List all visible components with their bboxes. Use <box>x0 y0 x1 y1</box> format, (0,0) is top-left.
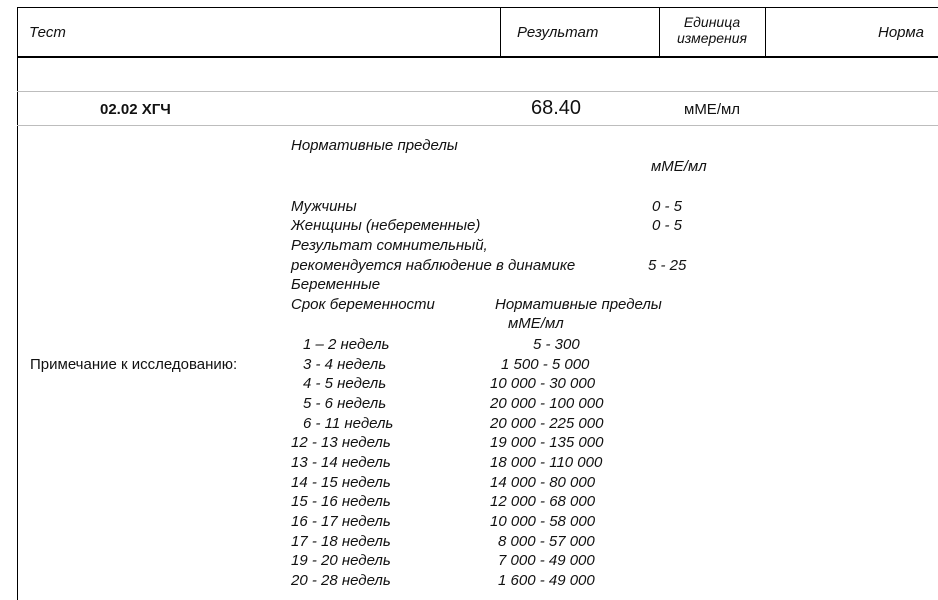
week-term: 20 - 28 недель <box>291 572 391 589</box>
group-value-men: 0 - 5 <box>652 198 683 215</box>
week-range: 20 000 - 100 000 <box>490 395 604 412</box>
week-term: 15 - 16 недель <box>291 493 391 510</box>
pregnant-label: Беременные <box>291 276 381 293</box>
week-term: 17 - 18 недель <box>291 533 391 550</box>
header-unit-line1: Единица <box>683 14 741 30</box>
left-border <box>17 7 18 600</box>
header-bottom-border <box>17 56 938 58</box>
week-term: 5 - 6 недель <box>303 395 387 412</box>
header-test: Тест <box>29 24 66 41</box>
week-term: 19 - 20 недель <box>291 552 391 569</box>
week-term: 12 - 13 недель <box>291 434 391 451</box>
header-result: Результат <box>517 24 599 41</box>
note-unit: мМЕ/мл <box>651 158 707 175</box>
test-unit: мМЕ/мл <box>684 101 741 118</box>
week-range: 1 600 - 49 000 <box>498 572 595 589</box>
header-divider-3 <box>765 7 766 57</box>
group-label-women: Женщины (небеременные) <box>291 217 481 234</box>
week-term: 4 - 5 недель <box>303 375 387 392</box>
week-term: 13 - 14 недель <box>291 454 391 471</box>
week-range: 18 000 - 110 000 <box>490 454 603 471</box>
group-label-doubtful: Результат сомнительный, <box>291 237 488 254</box>
header-divider-2 <box>659 7 660 57</box>
week-range: 10 000 - 58 000 <box>490 513 596 530</box>
header-top-border <box>17 7 938 8</box>
header-divider-1 <box>500 7 501 57</box>
week-range: 14 000 - 80 000 <box>490 474 596 491</box>
limits-unit: мМЕ/мл <box>508 315 564 332</box>
note-label: Примечание к исследованию: <box>30 356 238 373</box>
week-range: 10 000 - 30 000 <box>490 375 596 392</box>
week-term: 14 - 15 недель <box>291 474 391 491</box>
week-range: 8 000 - 57 000 <box>498 533 595 550</box>
result-row-border <box>17 125 938 126</box>
week-term: 1 – 2 недель <box>303 336 390 353</box>
week-range: 19 000 - 135 000 <box>490 434 604 451</box>
week-range: 12 000 - 68 000 <box>490 493 596 510</box>
group-label-men: Мужчины <box>291 198 357 215</box>
group-label-monitoring: рекомендуется наблюдение в динамике <box>291 257 576 274</box>
week-term: 3 - 4 недель <box>303 356 387 373</box>
header-unit-line2: измерения <box>676 30 748 46</box>
header-unit <box>664 14 760 46</box>
limits-header: Нормативные пределы <box>495 296 662 313</box>
header-norm: Норма <box>878 24 924 41</box>
week-term: 6 - 11 недель <box>303 415 394 432</box>
week-range: 1 500 - 5 000 <box>501 356 590 373</box>
test-name: 02.02 ХГЧ <box>100 101 171 118</box>
spacer-row-border <box>17 91 938 92</box>
group-value-monitoring: 5 - 25 <box>648 257 687 274</box>
week-range: 7 000 - 49 000 <box>498 552 595 569</box>
week-range: 20 000 - 225 000 <box>490 415 604 432</box>
week-term: 16 - 17 недель <box>291 513 391 530</box>
note-title: Нормативные пределы <box>291 137 458 154</box>
week-range: 5 - 300 <box>533 336 580 353</box>
term-header: Срок беременности <box>291 296 435 313</box>
test-result: 68.40 <box>531 97 582 119</box>
group-value-women: 0 - 5 <box>652 217 683 234</box>
